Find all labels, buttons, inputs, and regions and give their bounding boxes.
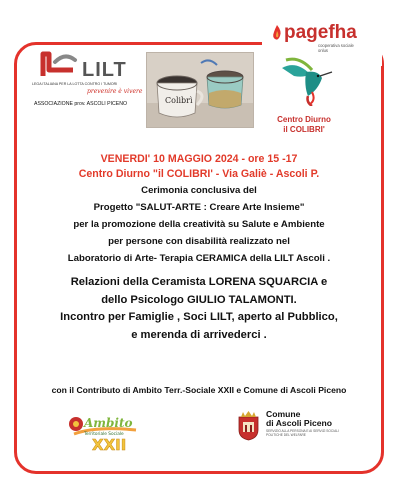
colibri-title — [268, 115, 340, 135]
ambito-logo — [66, 410, 142, 456]
contribution-text: con il Contributo di Ambito Terr.-Sociale XXII e Comune di Ascoli Piceno — [51, 385, 347, 395]
ambito-emblem-icon — [66, 410, 142, 456]
ambito-number: XXII — [92, 436, 127, 454]
colibri-line1: Centro Diurno — [277, 115, 331, 124]
lilt-association: ASSOCIAZIONE prov. ASCOLI PICENO — [34, 101, 128, 107]
poster-content — [16, 152, 382, 344]
ceramic-mugs-image — [147, 53, 253, 127]
pagefha-subtitle-2: onlus — [318, 48, 329, 53]
program-line: dello Psicologo GIULIO TALAMONTI. — [101, 293, 297, 306]
colibri-logo — [268, 52, 340, 144]
pagefha-name: pagefha — [284, 22, 357, 43]
lilt-figure-icon — [37, 46, 79, 80]
pagefha-subtitle-1: cooperativa sociale — [318, 43, 354, 48]
description-line: per la promozione della creatività su Salute e Ambiente — [73, 219, 325, 230]
description-line: Cerimonia conclusiva del — [141, 185, 257, 196]
event-venue: Centro Diurno "il COLIBRI' - Via Galiè - Ascoli P. — [78, 168, 320, 180]
lilt-description: LEGA ITALIANA PER LA LOTTA CONTRO I TUMORI — [32, 82, 118, 86]
city-crest-icon — [236, 411, 261, 441]
comune-subtitle — [266, 429, 339, 437]
hummingbird-icon — [276, 56, 334, 106]
comune-sub2: POLITICHE DEL WELFARE — [266, 433, 306, 437]
description-line: Laboratorio di Arte- Terapia CERAMICA della LILT Ascoli . — [67, 253, 331, 264]
ambito-subtitle: Territoriale Sociale — [84, 432, 124, 437]
comune-line2: di Ascoli Piceno — [266, 418, 333, 428]
program-line: Incontro per Famiglie , Soci LILT, aperto al Pubblico, — [60, 311, 338, 323]
ambito-name: Ambito — [84, 416, 133, 430]
comune-line1: Comune — [266, 409, 301, 419]
description-line: per persone con disabilità realizzato nel — [108, 236, 290, 247]
program-line: e merenda di arrivederci . — [131, 328, 267, 341]
program-line: Relazioni della Ceramista LORENA SQUARCIA e — [70, 276, 328, 288]
lilt-logo — [32, 46, 157, 124]
comune-logo — [236, 410, 344, 448]
comune-title — [266, 410, 332, 428]
colibri-line2: il COLIBRI' — [283, 125, 325, 134]
lilt-name: LILT — [82, 59, 127, 81]
mug-caption: Colibrì — [165, 96, 193, 105]
comune-sub1: SERVIZIO ALLA PERSONA E AI SERVIZI SOCIALI — [266, 429, 339, 433]
ceramics-photo — [146, 52, 254, 128]
lilt-slogan: prevenire è vivere — [87, 88, 143, 95]
event-date-time: VENERDI' 10 MAGGIO 2024 - ore 15 -17 — [100, 153, 298, 165]
description-line: Progetto "SALUT-ARTE : Creare Arte Insieme" — [93, 202, 305, 213]
flame-icon — [270, 24, 284, 42]
